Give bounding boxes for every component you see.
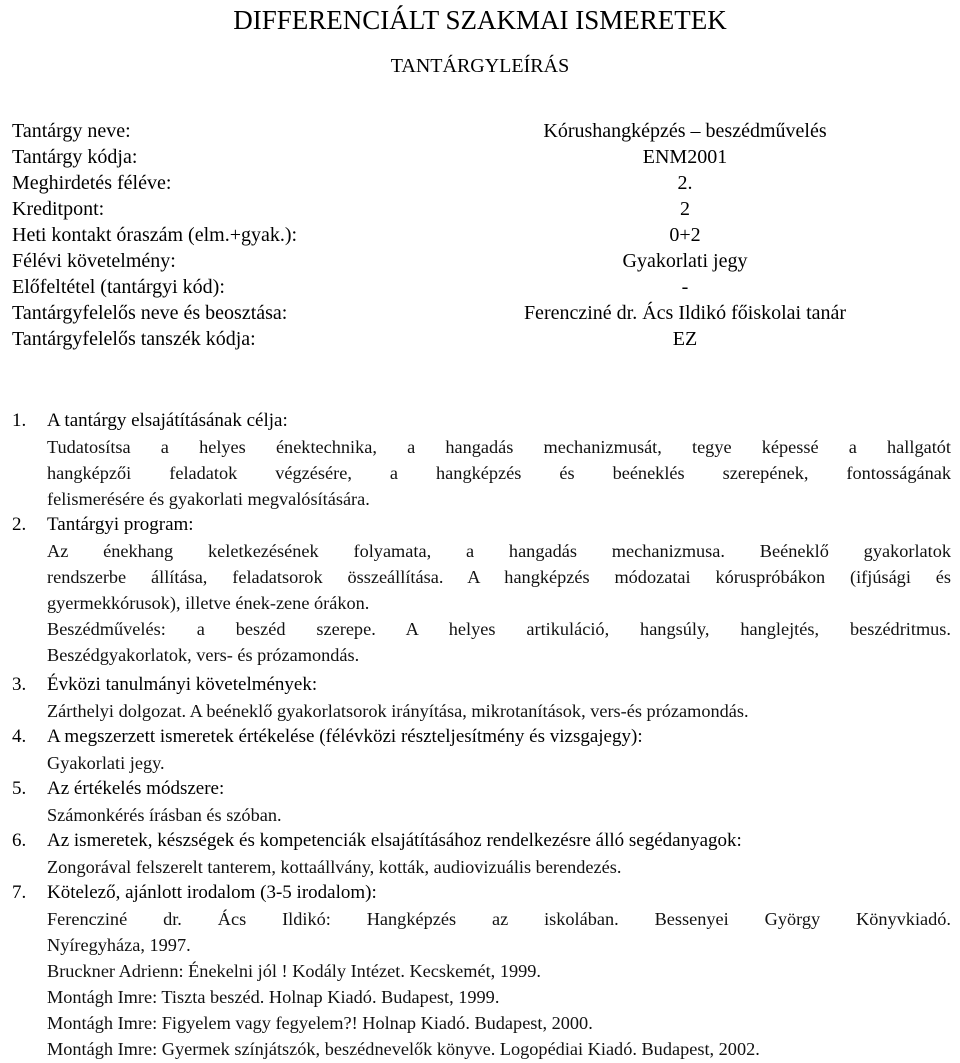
body-line: Az énekhang keletkezésének folyamata, a hangadás mechanizmusa. Beéneklő gyakorlatok <box>47 541 951 561</box>
body-line: Gyakorlati jegy. <box>47 753 165 773</box>
info-row <box>0 118 960 144</box>
section-title: Tantárgyi program: <box>47 514 194 535</box>
info-row <box>0 170 960 196</box>
section-number: 6. <box>12 830 27 851</box>
info-value: Kórushangképzés – beszédművelés <box>543 120 827 142</box>
document-subtitle: TANTÁRGYLEÍRÁS <box>390 55 570 77</box>
info-row <box>0 274 960 300</box>
section-number: 3. <box>12 674 27 695</box>
section-heading <box>12 776 952 802</box>
section-heading <box>12 672 952 698</box>
section-number: 4. <box>12 726 27 747</box>
info-row <box>0 196 960 222</box>
info-label: Tantárgyfelelős tanszék kódja: <box>12 328 256 350</box>
body-line: Tudatosítsa a helyes énektechnika, a hangadás mechanizmusát, tegye képessé a hallgatót <box>47 437 951 457</box>
info-value: 2. <box>677 172 693 194</box>
section-body <box>47 750 951 776</box>
info-label: Tantárgy kódja: <box>12 146 138 168</box>
body-line: Nyíregyháza, 1997. <box>47 935 191 955</box>
section-body <box>47 698 951 724</box>
info-value: Ferencziné dr. Ács Ildikó főiskolai tanár <box>523 302 847 324</box>
info-label: Meghirdetés féléve: <box>12 172 172 194</box>
section-heading <box>12 828 952 854</box>
section-title: A megszerzett ismeretek értékelése (félévközi részteljesítmény és vizsgajegy): <box>47 726 643 747</box>
section-number: 5. <box>12 778 27 799</box>
body-line: Zongorával felszerelt tanterem, kottaállvány, kották, audiovizuális berendezés. <box>47 857 622 877</box>
section-body <box>47 538 951 668</box>
info-label: Kreditpont: <box>12 198 105 220</box>
info-row <box>0 144 960 170</box>
section-body <box>47 854 951 880</box>
section-number: 2. <box>12 514 27 535</box>
info-value: Gyakorlati jegy <box>622 250 748 272</box>
info-row <box>0 248 960 274</box>
body-line: Montágh Imre: Tiszta beszéd. Holnap Kiadó. Budapest, 1999. <box>47 987 500 1007</box>
info-label: Félévi követelmény: <box>12 250 176 272</box>
section-heading <box>12 512 952 538</box>
section-title: A tantárgy elsajátításának célja: <box>47 410 288 431</box>
body-line: Beszédgyakorlatok, vers- és prózamondás. <box>47 645 360 665</box>
section-number: 1. <box>12 410 27 431</box>
body-line: felismerésére és gyakorlati megvalósítására. <box>47 489 370 509</box>
section-body <box>47 434 951 512</box>
info-row <box>0 326 960 352</box>
body-line: Zárthelyi dolgozat. A beéneklő gyakorlatsorok irányítása, mikrotanítások, vers-és prózamondás. <box>47 701 749 721</box>
info-value: 0+2 <box>669 224 701 246</box>
info-label: Előfeltétel (tantárgyi kód): <box>12 276 225 298</box>
info-value: ENM2001 <box>642 146 728 168</box>
info-value: - <box>681 276 689 298</box>
info-value: EZ <box>672 328 698 350</box>
info-row <box>0 222 960 248</box>
section-title: Az értékelés módszere: <box>47 778 225 799</box>
body-line: Beszédművelés: a beszéd szerepe. A helyes artikuláció, hangsúly, hanglejtés, beszédritmus. <box>47 619 951 639</box>
section-body <box>47 802 951 828</box>
info-label: Heti kontakt óraszám (elm.+gyak.): <box>12 224 298 246</box>
body-line: rendszerbe állítása, feladatsorok összeállítása. A hangképzés módozatai kóruspróbákon (ifjúsági és <box>47 567 951 587</box>
section-title: Évközi tanulmányi követelmények: <box>47 674 318 695</box>
section-heading <box>12 880 952 906</box>
document-title: DIFFERENCIÁLT SZAKMAI ISMERETEK <box>233 5 727 35</box>
body-line: Ferencziné dr. Ács Ildikó: Hangképzés az iskolában. Bessenyei György Könyvkiadó. <box>47 909 951 929</box>
section-title: Kötelező, ajánlott irodalom (3-5 irodalom): <box>47 882 377 903</box>
section-number: 7. <box>12 882 27 903</box>
body-line: Montágh Imre: Figyelem vagy fegyelem?! Holnap Kiadó. Budapest, 2000. <box>47 1013 593 1033</box>
info-label: Tantárgy neve: <box>12 120 131 142</box>
body-line: Bruckner Adrienn: Énekelni jól ! Kodály Intézet. Kecskemét, 1999. <box>47 961 541 981</box>
section-heading <box>12 408 952 434</box>
info-value: 2 <box>680 198 690 220</box>
body-line: gyermekkórusok), illetve ének-zene órákon. <box>47 593 370 613</box>
section-body <box>47 906 951 1062</box>
body-line: Számonkérés írásban és szóban. <box>47 805 282 825</box>
info-row <box>0 300 960 326</box>
body-line: Montágh Imre: Gyermek színjátszók, beszédnevelők könyve. Logopédiai Kiadó. Budapest, 2002. <box>47 1039 760 1059</box>
section-title: Az ismeretek, készségek és kompetenciák elsajátításához rendelkezésre álló segédanyagok: <box>47 830 742 851</box>
section-heading <box>12 724 952 750</box>
info-label: Tantárgyfelelős neve és beosztása: <box>12 302 288 324</box>
body-line: hangképzői feladatok végzésére, a hangképzés és beéneklés szerepének, fontosságának <box>47 463 951 483</box>
